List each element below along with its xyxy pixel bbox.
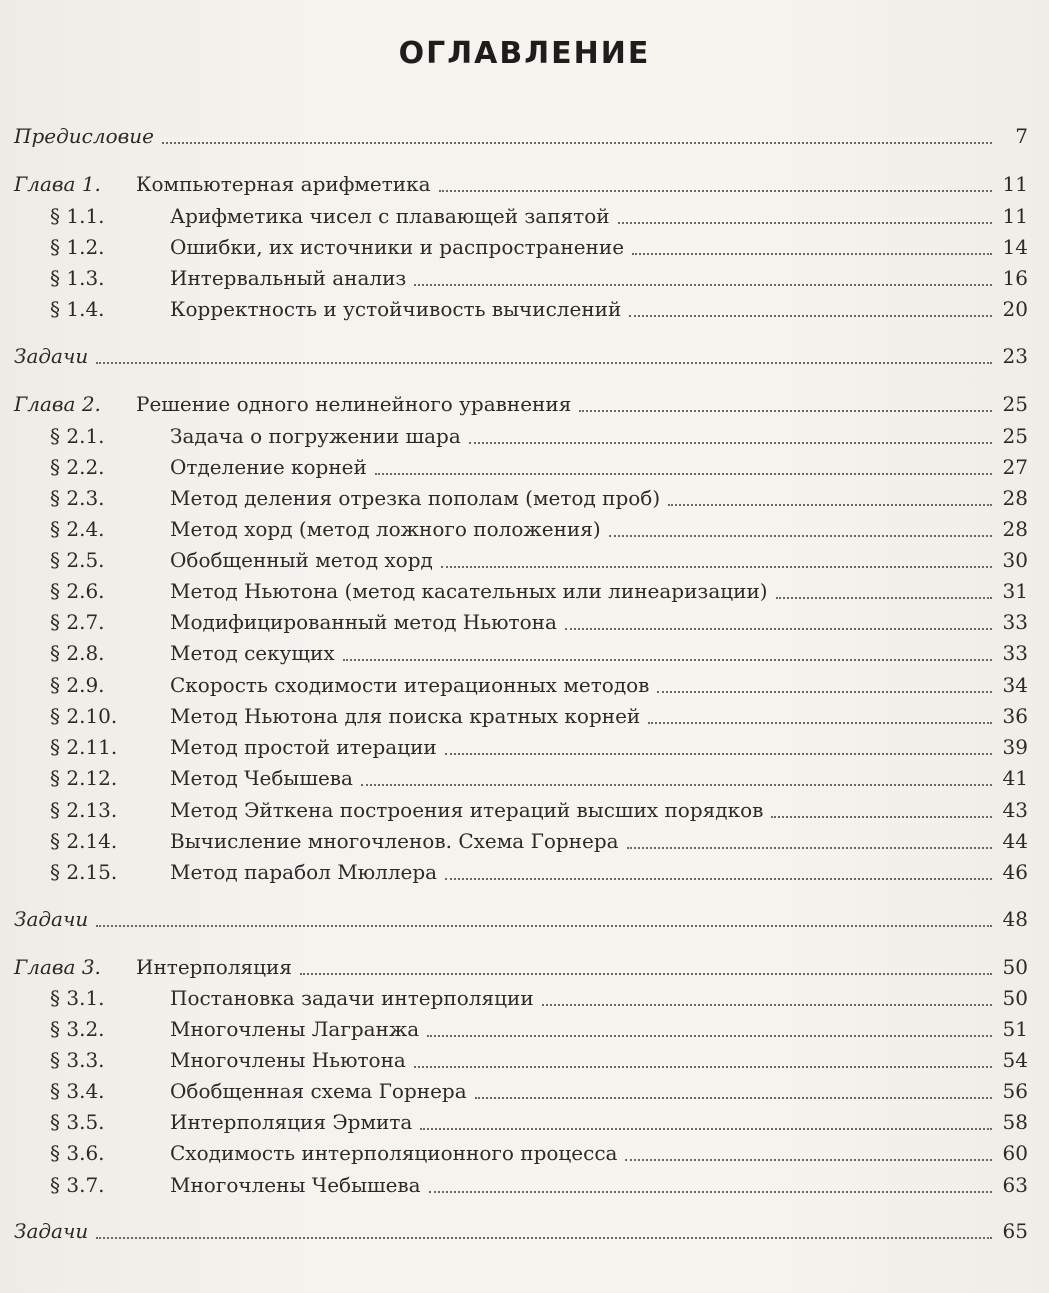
toc-entry-title: Многочлены Ньютона	[170, 1048, 406, 1072]
toc-entry-title: Интерполяция	[136, 955, 292, 979]
toc-entry-title: Задачи	[14, 907, 89, 931]
toc-entry-title: Метод Ньютона для поиска кратных корней	[170, 704, 641, 728]
toc-entry-title: Предисловие	[14, 124, 154, 148]
toc-entry-page: 39	[1002, 735, 1028, 759]
toc-entry-title: Задачи	[14, 1219, 89, 1243]
toc-entry-page: 20	[1002, 297, 1028, 321]
toc-entry-page: 14	[1002, 235, 1028, 259]
dot-leader	[475, 1097, 992, 1099]
toc-entry-title: Обобщенный метод хорд	[170, 548, 433, 572]
dot-leader	[542, 1004, 992, 1006]
toc-entry-page: 7	[1015, 124, 1028, 148]
toc-entry-title: Интервальный анализ	[170, 266, 407, 290]
toc-entry-page: 25	[1002, 392, 1028, 416]
dot-leader	[439, 190, 992, 192]
dot-leader	[565, 628, 992, 630]
toc-entry	[14, 607, 1028, 637]
toc-entry-page: 44	[1002, 829, 1028, 853]
dot-leader	[445, 753, 992, 755]
toc-entry	[14, 826, 1028, 856]
toc-entry-title: Модифицированный метод Ньютона	[170, 610, 557, 634]
toc-entry	[14, 545, 1028, 575]
toc-entry	[14, 341, 1028, 371]
dot-leader	[300, 973, 992, 975]
toc-entry	[14, 483, 1028, 513]
dot-leader	[648, 722, 992, 724]
toc-entry	[14, 952, 1028, 982]
toc-entry-number: § 3.2.	[50, 1017, 105, 1041]
toc-entry-page: 51	[1002, 1017, 1028, 1041]
dot-leader	[632, 253, 992, 255]
dot-leader	[579, 410, 992, 412]
toc-entry-number: Глава 1.	[14, 172, 101, 196]
toc-entry	[14, 576, 1028, 606]
toc-entry-page: 41	[1002, 766, 1028, 790]
toc-entry	[14, 857, 1028, 887]
dot-leader	[668, 504, 992, 506]
toc-entry-page: 54	[1002, 1048, 1028, 1072]
toc-entry-page: 33	[1002, 641, 1028, 665]
toc-entry-number: § 2.15.	[50, 860, 118, 884]
toc-entry-title: Метод Чебышева	[170, 766, 353, 790]
toc-entry-title: Корректность и устойчивость вычислений	[170, 297, 622, 321]
toc-entry	[14, 452, 1028, 482]
dot-leader	[414, 1066, 992, 1068]
dot-leader	[96, 1237, 992, 1239]
toc-entry-page: 31	[1002, 579, 1028, 603]
toc-entry-number: § 2.4.	[50, 517, 105, 541]
toc-entry-number: § 2.8.	[50, 641, 105, 665]
toc-entry-title: Арифметика чисел с плавающей запятой	[170, 204, 610, 228]
toc-entry-title: Компьютерная арифметика	[136, 172, 431, 196]
toc-entry-title: Обобщенная схема Горнера	[170, 1079, 467, 1103]
dot-leader	[776, 597, 992, 599]
toc-entry	[14, 904, 1028, 934]
toc-entry	[14, 1216, 1028, 1246]
toc-entry	[14, 263, 1028, 293]
toc-entry-page: 56	[1002, 1079, 1028, 1103]
toc-entry	[14, 232, 1028, 262]
toc-entry-page: 65	[1002, 1219, 1028, 1243]
toc-entry-page: 23	[1002, 344, 1028, 368]
toc-entry	[14, 169, 1028, 199]
toc-entry-title: Отделение корней	[170, 455, 367, 479]
toc-entry-page: 63	[1002, 1173, 1028, 1197]
toc-entry-title: Метод парабол Мюллера	[170, 860, 438, 884]
toc-entry	[14, 670, 1028, 700]
toc-entry-title: Многочлены Лагранжа	[170, 1017, 420, 1041]
toc-entry	[14, 514, 1028, 544]
toc-entry	[14, 983, 1028, 1013]
toc-entry-title: Задача о погружении шара	[170, 424, 461, 448]
toc-entry-number: § 1.2.	[50, 235, 105, 259]
dot-leader	[343, 659, 992, 661]
toc-entry	[14, 1014, 1028, 1044]
toc-entry-number: § 2.14.	[50, 829, 118, 853]
toc-entry-page: 11	[1002, 172, 1028, 196]
toc-entry-number: § 1.4.	[50, 297, 105, 321]
toc-entry	[14, 1170, 1028, 1200]
dot-leader	[627, 847, 992, 849]
dot-leader	[162, 142, 992, 144]
toc-entry-title: Интерполяция Эрмита	[170, 1110, 413, 1134]
toc-entry-number: § 2.2.	[50, 455, 105, 479]
toc-entry-page: 50	[1002, 955, 1028, 979]
toc-entry-number: § 2.11.	[50, 735, 118, 759]
toc-entry-page: 16	[1002, 266, 1028, 290]
toc-entry-page: 25	[1002, 424, 1028, 448]
toc-entry-number: § 3.4.	[50, 1079, 105, 1103]
toc-entry-title: Задачи	[14, 344, 89, 368]
toc-entry-number: § 1.1.	[50, 204, 105, 228]
dot-leader	[609, 535, 992, 537]
toc-entry-number: § 2.6.	[50, 579, 105, 603]
toc-entry	[14, 638, 1028, 668]
toc-entry-number: § 2.1.	[50, 424, 105, 448]
toc-entry-number: § 2.12.	[50, 766, 118, 790]
dot-leader	[625, 1159, 992, 1161]
toc-entry-number: § 2.9.	[50, 673, 105, 697]
toc-entry-page: 28	[1002, 517, 1028, 541]
dot-leader	[657, 691, 992, 693]
toc-entry-number: § 3.1.	[50, 986, 105, 1010]
dot-leader	[96, 362, 992, 364]
toc-entry-page: 58	[1002, 1110, 1028, 1134]
dot-leader	[441, 566, 992, 568]
toc-entry-page: 60	[1002, 1141, 1028, 1165]
toc-entry-page: 50	[1002, 986, 1028, 1010]
toc-entry-title: Многочлены Чебышева	[170, 1173, 421, 1197]
toc-entry-title: Метод Эйткена построения итераций высших порядков	[170, 798, 764, 822]
toc-entry-number: § 3.7.	[50, 1173, 105, 1197]
toc-entry-number: § 2.10.	[50, 704, 118, 728]
dot-leader	[629, 315, 992, 317]
dot-leader	[469, 442, 992, 444]
toc-entry-page: 43	[1002, 798, 1028, 822]
toc-entry-page: 30	[1002, 548, 1028, 572]
toc-entry	[14, 1107, 1028, 1137]
toc-entry-title: Ошибки, их источники и распространение	[170, 235, 625, 259]
toc-entry-number: § 2.7.	[50, 610, 105, 634]
page-title: ОГЛАВЛЕНИЕ	[398, 36, 651, 71]
toc-entry-page: 36	[1002, 704, 1028, 728]
toc-entry-number: § 3.3.	[50, 1048, 105, 1072]
toc-entry-number: Глава 3.	[14, 955, 101, 979]
toc-entry-title: Метод Ньютона (метод касательных или линеаризации)	[170, 579, 768, 603]
toc-entry-title: Решение одного нелинейного уравнения	[136, 392, 572, 416]
toc-entry-title: Сходимость интерполяционного процесса	[170, 1141, 618, 1165]
toc-entry	[14, 389, 1028, 419]
toc-entry	[14, 795, 1028, 825]
toc-entry-number: § 2.5.	[50, 548, 105, 572]
toc-entry	[14, 294, 1028, 324]
toc-entry-number: § 2.3.	[50, 486, 105, 510]
toc-entry-title: Метод хорд (метод ложного положения)	[170, 517, 601, 541]
toc-entry-page: 48	[1002, 907, 1028, 931]
toc-entry-title: Скорость сходимости итерационных методов	[170, 673, 650, 697]
toc-entry	[14, 201, 1028, 231]
toc-entry-page: 11	[1002, 204, 1028, 228]
dot-leader	[414, 284, 992, 286]
dot-leader	[375, 473, 992, 475]
toc-entry-number: § 1.3.	[50, 266, 105, 290]
toc-entry-page: 27	[1002, 455, 1028, 479]
toc-entry-title: Постановка задачи интерполяции	[170, 986, 534, 1010]
toc-entry	[14, 1076, 1028, 1106]
toc-entry-number: § 2.13.	[50, 798, 118, 822]
dot-leader	[429, 1191, 992, 1193]
toc-entry-page: 34	[1002, 673, 1028, 697]
dot-leader	[618, 222, 992, 224]
toc-entry	[14, 121, 1028, 151]
toc-entry-title: Вычисление многочленов. Схема Горнера	[170, 829, 619, 853]
toc-entry	[14, 732, 1028, 762]
toc-entry-number: § 3.6.	[50, 1141, 105, 1165]
toc-entry	[14, 763, 1028, 793]
toc-entry-page: 28	[1002, 486, 1028, 510]
toc-entry-page: 33	[1002, 610, 1028, 634]
dot-leader	[96, 925, 992, 927]
dot-leader	[361, 784, 992, 786]
toc-entry	[14, 421, 1028, 451]
toc-entry-title: Метод простой итерации	[170, 735, 437, 759]
dot-leader	[427, 1035, 992, 1037]
toc-entry-page: 46	[1002, 860, 1028, 884]
dot-leader	[420, 1128, 992, 1130]
dot-leader	[445, 878, 992, 880]
toc-entry-number: Глава 2.	[14, 392, 101, 416]
dot-leader	[771, 816, 992, 818]
toc-entry	[14, 1138, 1028, 1168]
toc-entry-title: Метод секущих	[170, 641, 335, 665]
toc-entry-title: Метод деления отрезка пополам (метод проб)	[170, 486, 661, 510]
toc-entry	[14, 701, 1028, 731]
toc-entry	[14, 1045, 1028, 1075]
toc-entry-number: § 3.5.	[50, 1110, 105, 1134]
